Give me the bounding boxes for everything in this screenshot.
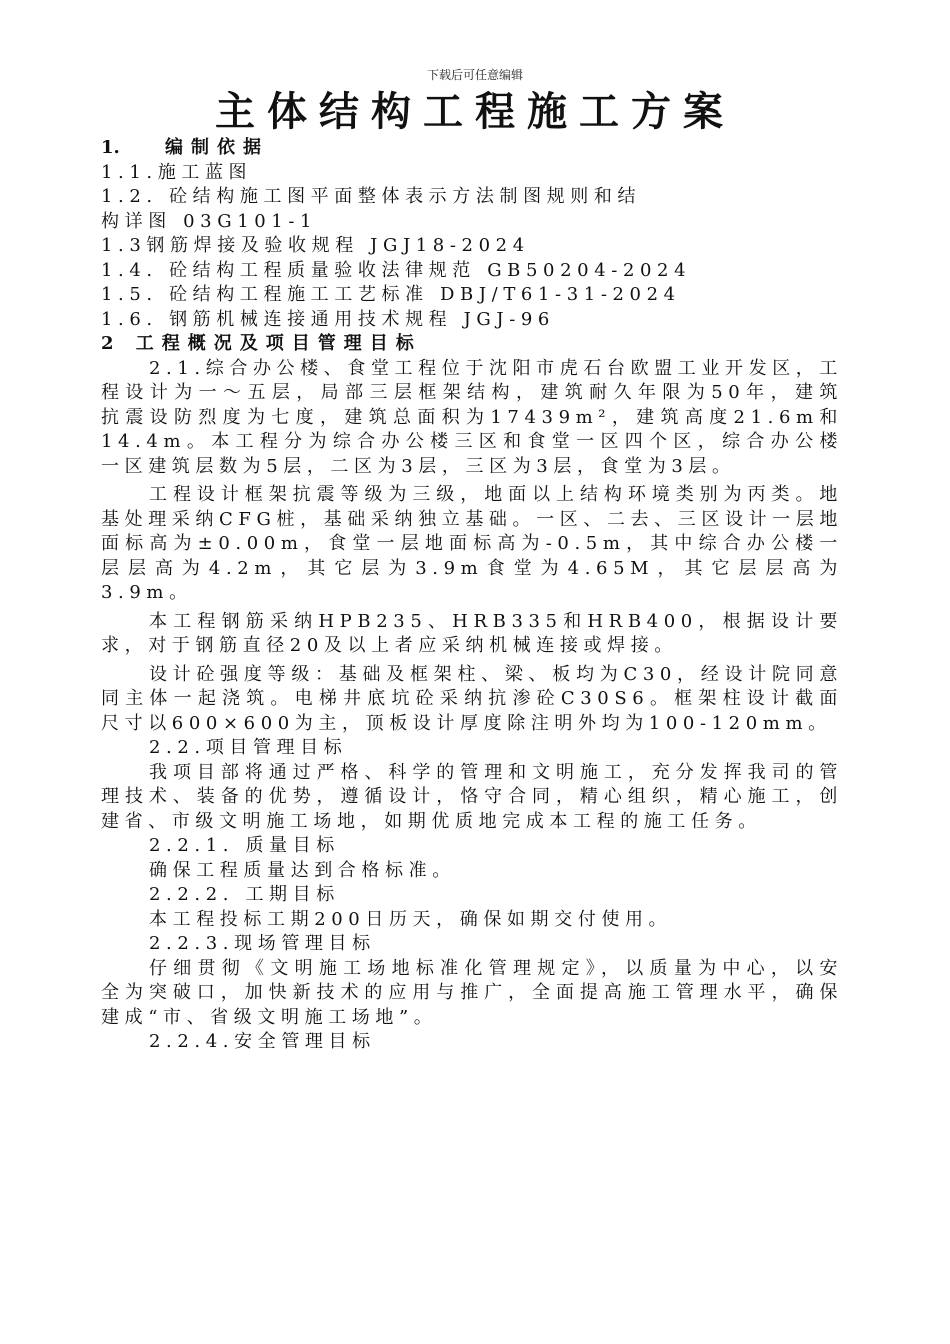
paragraph-2-2-1: 确保工程质量达到合格标准。 — [149, 859, 456, 881]
document-title: 主体结构工程施工方案 — [215, 88, 735, 135]
item-1-3: 1.3钢筋焊接及验收规程 JGJ18-2024 — [101, 235, 530, 256]
paragraph-rebar: 本工程钢筋采纳HPB235、HRB335和HRB400，根据设计要求，对于钢筋直径20及以上者应采纳机械连接或焊接。 — [101, 610, 843, 656]
item-1-1: 1.1.施工蓝图 — [101, 161, 253, 183]
section-1-title: 编制依据 — [165, 137, 269, 158]
paragraph-2-1: 2.1.综合办公楼、食堂工程位于沈阳市虎石台欧盟工业开发区，工程设计为一～五层，局部三层框架结构，建筑耐久年限为50年，建筑抗震设防烈度为七度，建筑总面积为17439m²，建筑高度21.6m和14.4m。本工程分为综合办公楼三区和食堂一区四个区，综合办公楼一区建筑层数为5层，二区为3层，三区为3层，食堂为3层。 — [101, 357, 843, 477]
section-2-2-2-heading: 2.2.2. 工期目标 — [149, 884, 340, 905]
section-2-2-heading: 2.2.项目管理目标 — [149, 737, 348, 758]
item-1-2-line-2: 构详图 03G101-1 — [101, 210, 318, 232]
paragraph-design-framework: 工程设计框架抗震等级为三级，地面以上结构环境类别为丙类。地基处理采纳CFG桩，基础采纳独立基础。一区、二去、三区设计一层地面标高为±0.00m，食堂一层地面标高为-0.5m，其中综合办公楼一层层高为4.2m，其它层为3.9m食堂为4.65M，其它层层高为3.9m。 — [101, 484, 843, 603]
item-1-4: 1.4. 砼结构工程质量验收法律规范 GB50204-2024 — [101, 259, 692, 281]
document-body — [101, 136, 843, 1055]
paragraph-2-2-3: 仔细贯彻《文明施工场地标准化管理规定》，以质量为中心，以安全为突破口，加快新技术的应用与推广，全面提高施工管理水平，确保建成“市、省级文明施工场地”。 — [101, 957, 843, 1028]
header-note: 下载后可任意编辑 — [426, 68, 523, 82]
section-2-2-3-heading: 2.2.3.现场管理目标 — [149, 933, 376, 954]
paragraph-2-2: 我项目部将通过严格、科学的管理和文明施工，充分发挥我司的管理技术、装备的优势，遵循设计，恪守合同，精心组织，精心施工，创建省、市级文明施工场地，如期优质地完成本工程的施工任务。 — [101, 761, 843, 832]
section-1-heading — [101, 136, 843, 161]
section-2-2-4-heading: 2.2.4.安全管理目标 — [149, 1031, 376, 1052]
paragraph-2-2-2: 本工程投标工期200日历天，确保如期交付使用。 — [149, 908, 673, 930]
paragraph-concrete: 设计砼强度等级：基础及框架柱、梁、板均为C30，经设计院同意同主体一起浇筑。电梯井底坑砼采纳抗渗砼C30S6。框架柱设计截面尺寸以600×600为主，顶板设计厚度除注明外均为100-120mm。 — [101, 663, 843, 734]
item-1-5: 1.5. 砼结构工程施工工艺标准 DBJ/T61-31-2024 — [101, 284, 681, 305]
section-1-number: 1. — [101, 137, 120, 158]
item-1-2-line-1: 1.2. 砼结构施工图平面整体表示方法制图规则和结 — [101, 186, 642, 207]
section-2-2-1-heading: 2.2.1. 质量目标 — [149, 835, 340, 856]
item-1-6: 1.6. 钢筋机械连接通用技术规程 JGJ-96 — [101, 308, 555, 330]
section-2-heading: 2 工程概况及项目管理目标 — [101, 333, 422, 354]
